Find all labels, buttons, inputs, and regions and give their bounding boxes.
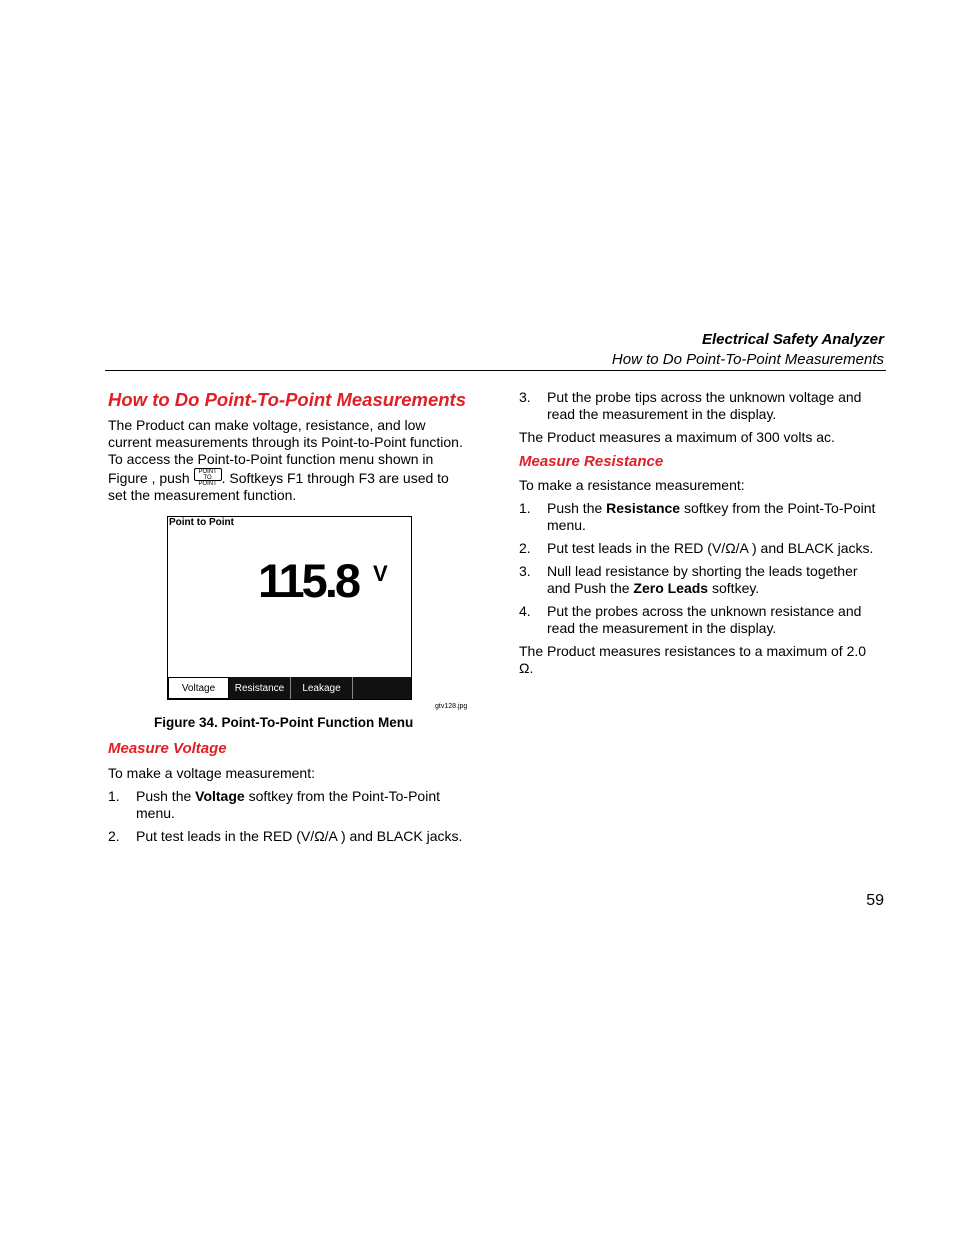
- intro-text-a: The Product can make voltage, resistance, and low current measurements through its Point-to-Point function. To access the Point-to-Point function menu shown in Figure , push: [108, 417, 463, 486]
- screen-reading: 115.8: [258, 554, 359, 607]
- measure-resistance-title: Measure Resistance: [519, 453, 664, 470]
- list-item: 2. Put test leads in the RED (V/Ω/A ) and BLACK jacks.: [108, 828, 463, 844]
- running-header-subtitle: How to Do Point-To-Point Measurements: [611, 351, 884, 368]
- intro-paragraph: [108, 417, 470, 504]
- list-item: 3. Null lead resistance by shorting the leads together and Push the Zero Leads softkey.: [519, 563, 858, 596]
- softkey-resistance: Resistance: [229, 677, 291, 699]
- list-item: 4. Put the probes across the unknown resistance and read the measurement in the display.: [519, 603, 862, 636]
- measure-voltage-intro: To make a voltage measurement:: [108, 765, 315, 781]
- softkey-bar: [168, 677, 411, 699]
- measure-voltage-section: [108, 740, 470, 845]
- measure-resistance-steps: [519, 500, 884, 637]
- resistance-max-note: The Product measures resistances to a maximum of 2.0 Ω.: [519, 643, 867, 676]
- intro-text-b: . Softkeys F1 through F3 are used to set the measurement function.: [108, 470, 449, 503]
- header-rule: [105, 370, 886, 371]
- softkey-blank: [353, 677, 411, 699]
- figure-image-id: gtv128.jpg: [435, 703, 468, 710]
- left-column: [108, 389, 470, 504]
- list-item: 1. Push the Voltage softkey from the Point-To-Point menu.: [108, 788, 440, 821]
- page-number: 59: [866, 892, 884, 909]
- list-item: 2. Put test leads in the RED (V/Ω/A ) and BLACK jacks.: [519, 540, 874, 556]
- measure-resistance-intro: To make a resistance measurement:: [519, 477, 745, 493]
- point-to-point-screen-figure: [167, 516, 412, 700]
- running-header-title: Electrical Safety Analyzer: [701, 331, 884, 348]
- right-column: [519, 389, 884, 677]
- point-to-point-key-icon: POINT TO POINT: [194, 468, 222, 481]
- list-item: 3. Put the probe tips across the unknown voltage and read the measurement in the display.: [519, 389, 862, 422]
- measure-voltage-steps-continued: [519, 389, 884, 423]
- softkey-leakage: Leakage: [291, 677, 353, 699]
- softkey-voltage: Voltage: [168, 677, 229, 699]
- measure-voltage-steps: [108, 788, 470, 845]
- section-title: How to Do Point-To-Point Measurements: [108, 389, 467, 410]
- voltage-max-note: The Product measures a maximum of 300 volts ac.: [519, 429, 835, 445]
- screen-unit: V: [373, 561, 388, 586]
- list-item: 1. Push the Resistance softkey from the Point-To-Point menu.: [519, 500, 876, 533]
- figure-caption: Figure 34. Point-To-Point Function Menu: [154, 715, 414, 730]
- screen-title: Point to Point: [169, 517, 234, 528]
- measure-voltage-title: Measure Voltage: [108, 740, 227, 757]
